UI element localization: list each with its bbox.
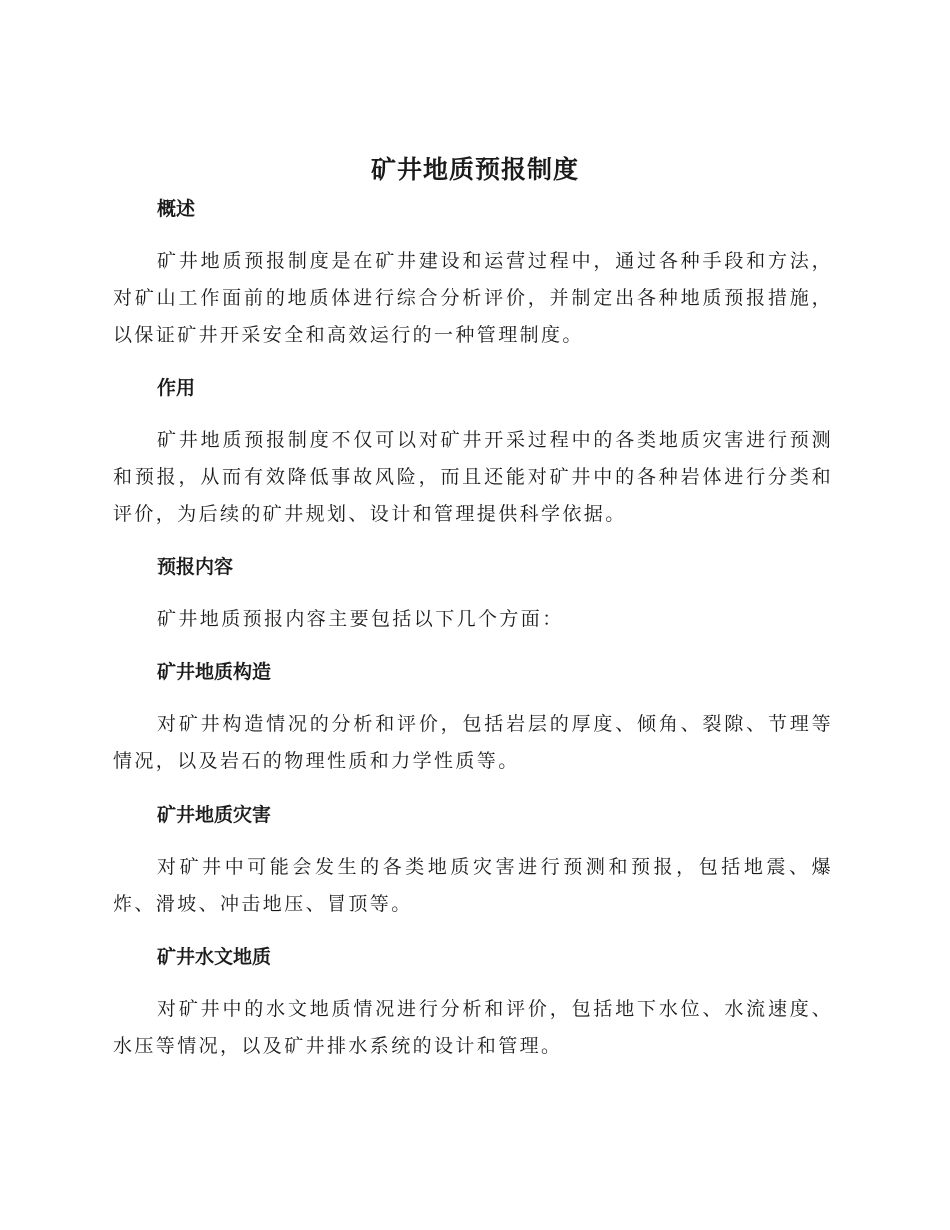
section-body-forecast-content: 矿井地质预报内容主要包括以下几个方面： — [157, 608, 564, 630]
document-title: 矿井地质预报制度 — [370, 155, 579, 184]
section-heading-purpose: 作用 — [157, 377, 196, 399]
section-body-overview: 矿井地质预报制度是在矿井建设和运营过程中，通过各种手段和方法，对矿山工作面前的地质体进行综合分析评价，并制定出各种地质预报措施，以保证矿井开采安全和高效运行的一种管理制度。 — [113, 250, 833, 346]
section-body-purpose: 矿井地质预报制度不仅可以对矿井开采过程中的各类地质灾害进行预测和预报，从而有效降低事故风险，而且还能对矿井中的各种岩体进行分类和评价，为后续的矿井规划、设计和管理提供科学依据。 — [113, 429, 833, 525]
section-heading-geologic-structure: 矿井地质构造 — [157, 661, 272, 683]
section-body-hydrogeology: 对矿井中的水文地质情况进行分析和评价，包括地下水位、水流速度、水压等情况，以及矿井排水系统的设计和管理。 — [113, 998, 833, 1057]
section-heading-geologic-hazards: 矿井地质灾害 — [157, 804, 272, 826]
section-heading-overview: 概述 — [157, 198, 196, 220]
section-body-geologic-structure: 对矿井构造情况的分析和评价，包括岩层的厚度、倾角、裂隙、节理等情况，以及岩石的物理性质和力学性质等。 — [113, 713, 833, 772]
section-heading-hydrogeology: 矿井水文地质 — [157, 946, 272, 968]
section-body-geologic-hazards: 对矿井中可能会发生的各类地质灾害进行预测和预报，包括地震、爆炸、滑坡、冲击地压、冒顶等。 — [113, 856, 833, 915]
section-heading-forecast-content: 预报内容 — [157, 556, 234, 578]
